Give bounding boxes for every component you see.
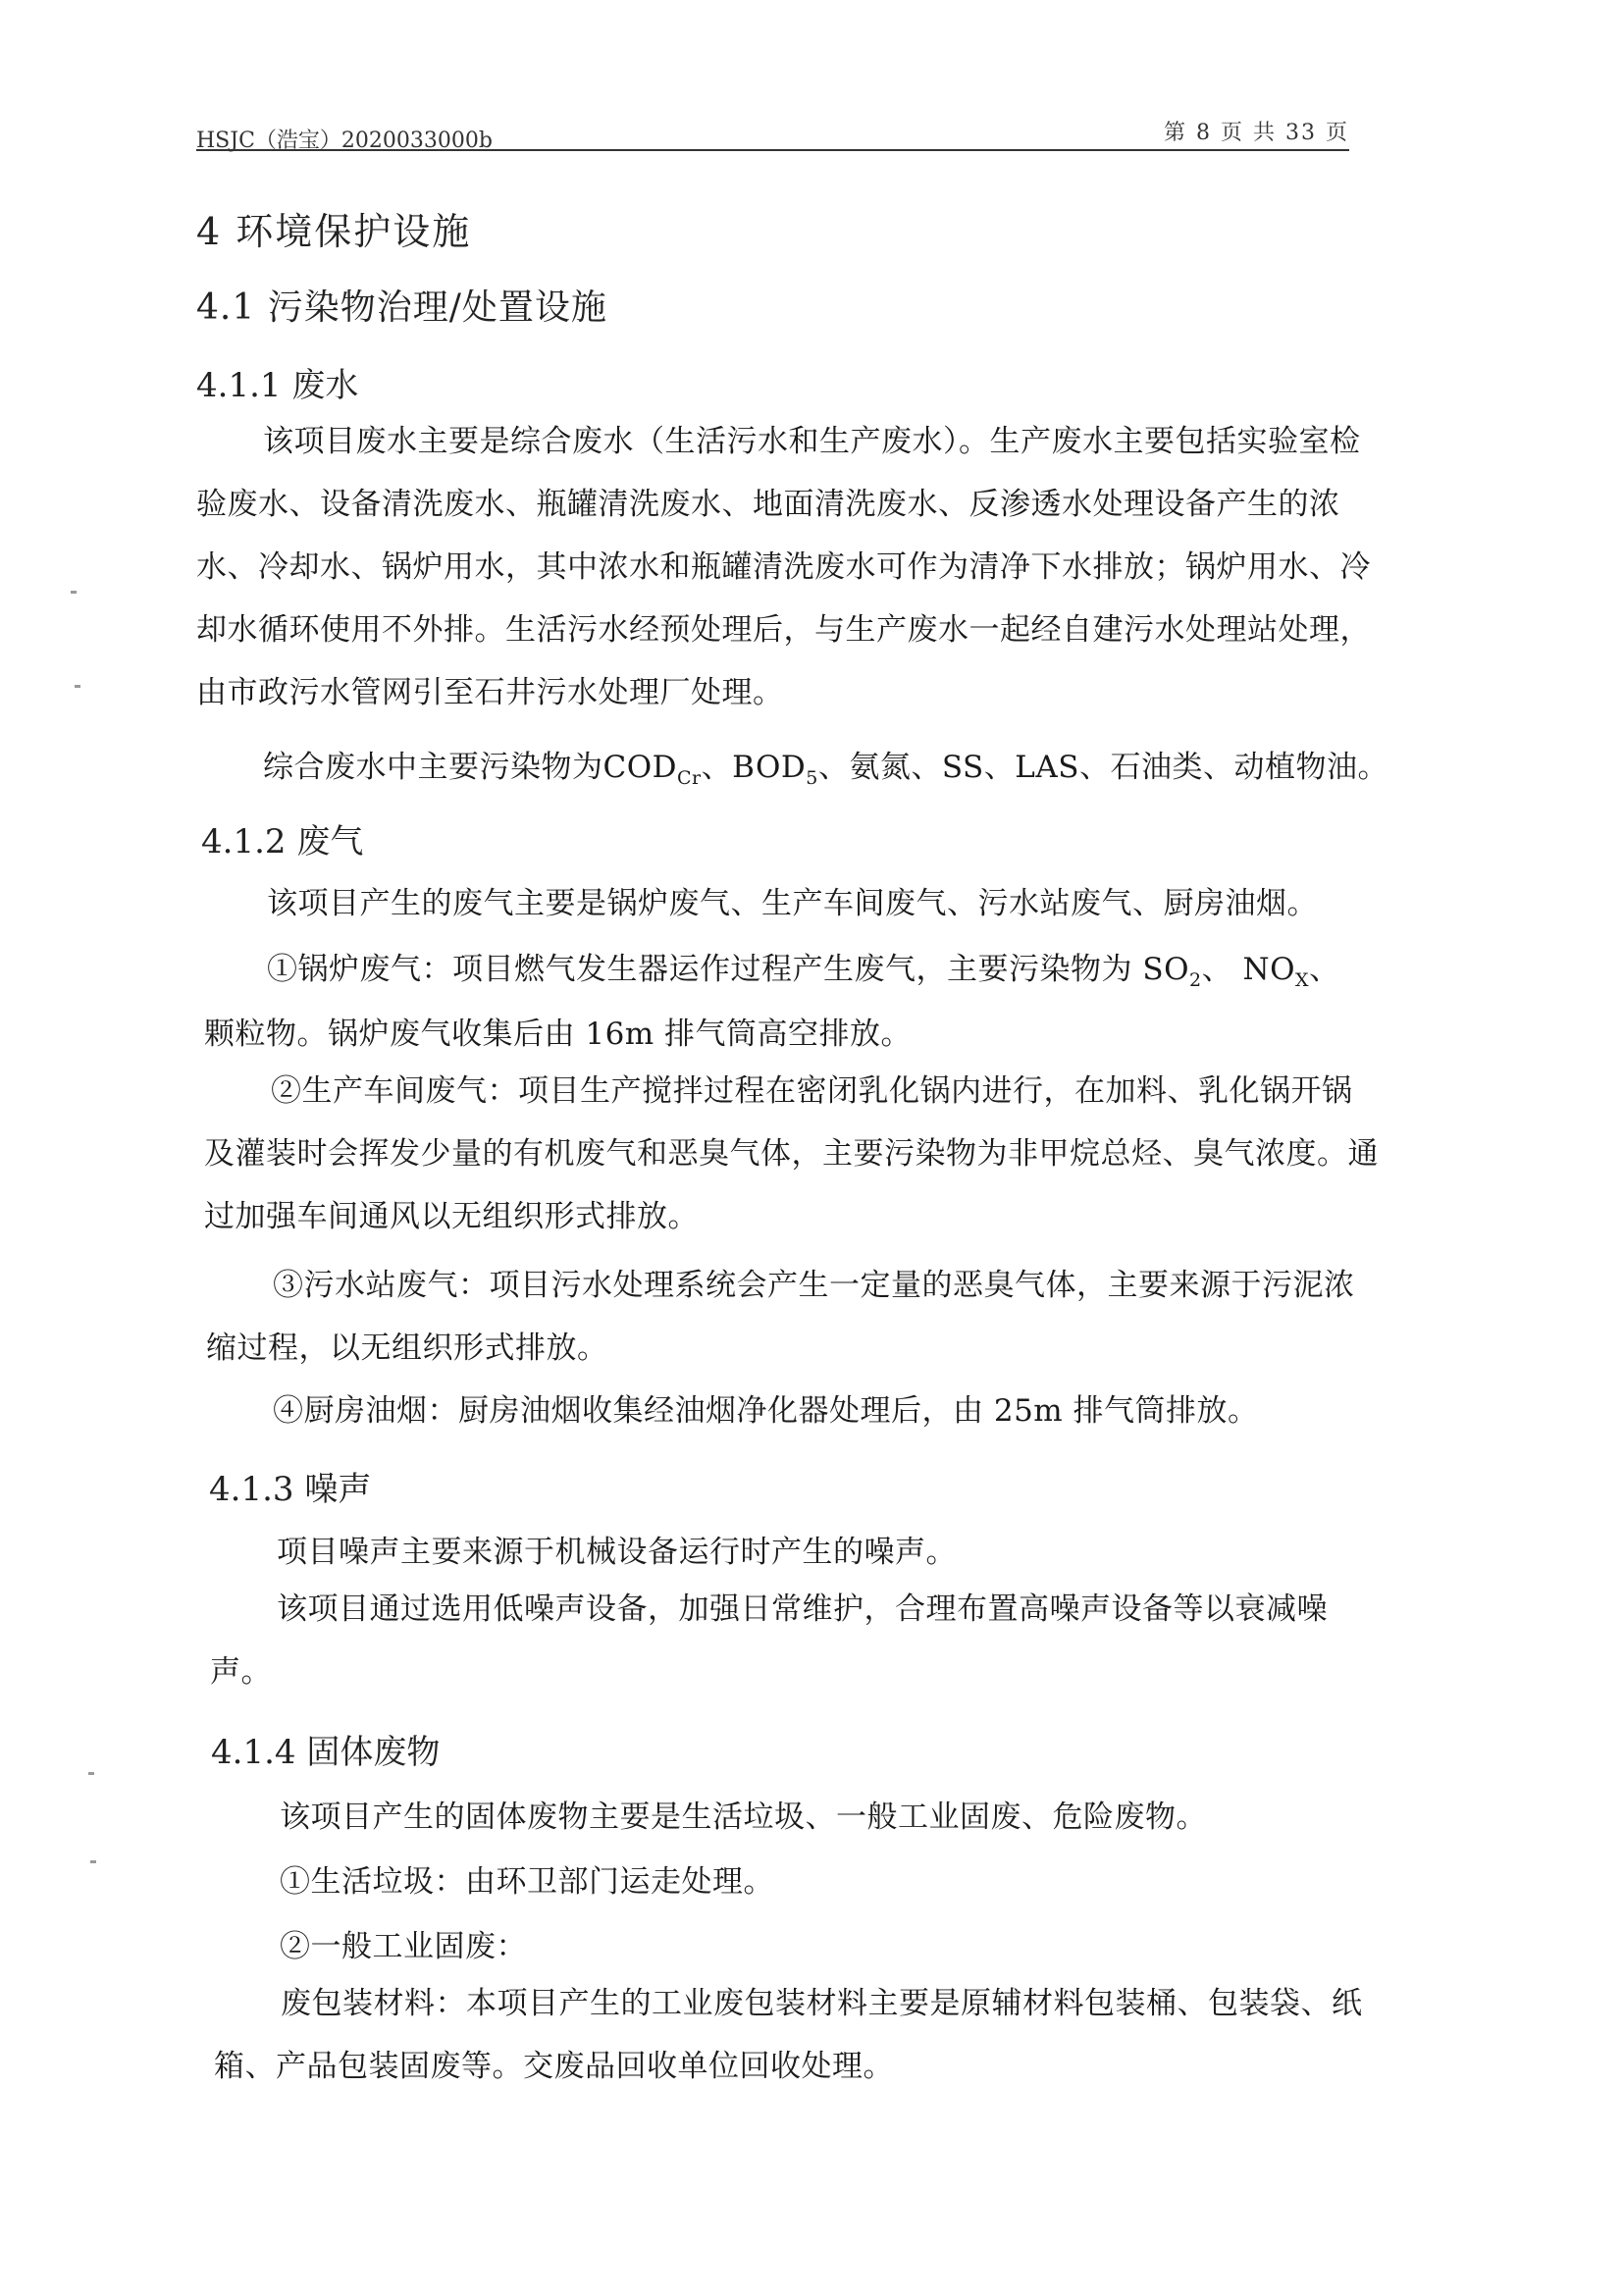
- document-id: HSJC（浩宝）2020033000b: [196, 129, 493, 153]
- solid-waste-item-industrial: ②一般工业固废：: [280, 1929, 527, 1964]
- noise-heading: 4.1.3 噪声: [209, 1470, 372, 1509]
- noise-source: 项目噪声主要来源于机械设备运行时产生的噪声。: [277, 1535, 957, 1570]
- exhaust-intro: 该项目产生的废气主要是锅炉废气、生产车间废气、污水站废气、厨房油烟。: [267, 886, 1318, 921]
- exhaust-item-boiler-cont: 颗粒物。锅炉废气收集后由 16m 排气筒高空排放。: [204, 1017, 913, 1052]
- header-divider: [196, 149, 1349, 151]
- exhaust-item-boiler: ①锅炉废气：项目燃气发生器运作过程产生废气，主要污染物为 $SO_2$、 $NO_X$、: [267, 952, 1340, 992]
- solid-waste-heading: 4.1.4 固体废物: [211, 1733, 441, 1772]
- wastewater-paragraph: 该项目废水主要是综合废水（生活污水和生产废水）。生产废水主要包括实验室检验废水、设备清洗废水、瓶罐清洗废水、地面清洗废水、反渗透水处理设备产生的浓水、冷却水、锅炉用水，其中浓水和瓶罐清洗废水可作为清净下水排放；锅炉用水、冷却水循环使用不外排。生活污水经预处理后，与生产废水一起经自建污水处理站处理，由市政污水管网引至石井污水处理厂处理。: [196, 424, 1371, 710]
- wastewater-heading: 4.1.1 废水: [196, 366, 359, 405]
- scan-speck: [88, 1772, 94, 1775]
- page-number: 第 8 页 共 33 页: [1164, 121, 1349, 145]
- exhaust-heading: 4.1.2 废气: [201, 822, 364, 861]
- scan-speck: [71, 591, 77, 594]
- solid-waste-item-domestic: ①生活垃圾：由环卫部门运走处理。: [280, 1864, 774, 1900]
- noise-measures: 该项目通过选用低噪声设备，加强日常维护，合理布置高噪声设备等以衰减噪声。: [210, 1592, 1328, 1690]
- subsection-title: 4.1 污染物治理/处置设施: [196, 287, 607, 328]
- scan-speck: [75, 685, 80, 688]
- wastewater-pollutants: 综合废水中主要污染物为$COD_{Cr}$、$BOD_5$、氨氮、SS、LAS、石油类、动植物油。: [263, 750, 1388, 790]
- exhaust-item-sewage: ③污水站废气：项目污水处理系统会产生一定量的恶臭气体，主要来源于污泥浓缩过程，以无组织形式排放。: [206, 1268, 1355, 1366]
- scan-speck: [90, 1860, 96, 1863]
- exhaust-item-workshop: ②生产车间废气：项目生产搅拌过程在密闭乳化锅内进行，在加料、乳化锅开锅及灌装时会挥发少量的有机废气和恶臭气体，主要污染物为非甲烷总烃、臭气浓度。通过加强车间通风以无组织形式排放。: [204, 1073, 1379, 1234]
- solid-waste-packaging: 废包装材料：本项目产生的工业废包装材料主要是原辅材料包装桶、包装袋、纸箱、产品包装固废等。交废品回收单位回收处理。: [214, 1986, 1363, 2084]
- exhaust-item-kitchen: ④厨房油烟：厨房油烟收集经油烟净化器处理后，由 25m 排气筒排放。: [273, 1393, 1259, 1429]
- solid-waste-intro: 该项目产生的固体废物主要是生活垃圾、一般工业固废、危险废物。: [280, 1800, 1207, 1835]
- section-title: 4 环境保护设施: [196, 210, 472, 253]
